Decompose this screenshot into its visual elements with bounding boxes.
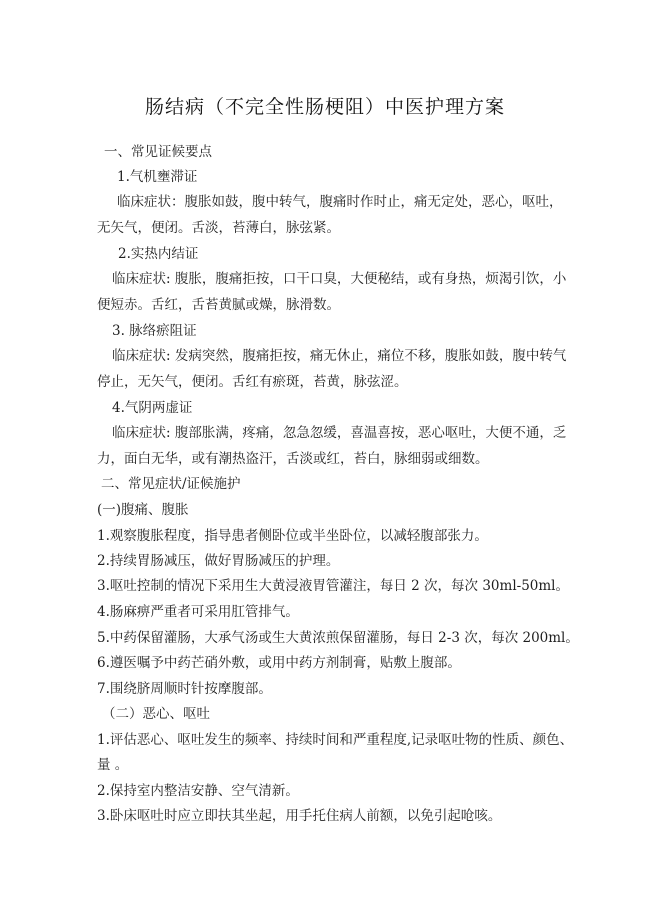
nursing-item: 6.遵医嘱予中药芒硝外敷，或用中药方剂制膏，贴敷上腹部。	[97, 655, 461, 671]
nursing-item: 7.围绕脐周顺时针按摩腹部。	[97, 681, 272, 697]
section-heading-syndromes: 一、常见证候要点	[104, 144, 212, 160]
syndrome-title-qi-yin-deficiency: 4.气阴两虚证	[112, 400, 193, 416]
syndrome-text-line: 无矢气，便闭。舌淡，苔薄白，脉弦紧。	[97, 220, 340, 236]
nursing-item: 3.卧床呕吐时应立即扶其坐起，用手托住病人前额，以免引起呛咳。	[97, 808, 502, 824]
syndrome-text-line: 力，面白无华，或有潮热盗汗，舌淡或红，苔白，脉细弱或细数。	[97, 451, 489, 467]
nursing-item: 2.持续胃肠减压，做好胃肠减压的护理。	[97, 553, 340, 569]
nursing-item: 1.观察腹胀程度，指导患者侧卧位或半坐卧位，以减轻腹部张力。	[97, 528, 488, 544]
nursing-item: 1.评估恶心、呕吐发生的频率、持续时间和严重程度,记录呕吐物的性质、颜色、	[97, 732, 574, 748]
syndrome-text-line: 临床症状: 腹部胀满，疼痛，忽急忽缓，喜温喜按，恶心呕吐，大便不通，乏	[112, 425, 567, 441]
nursing-item: 2.保持室内整洁安静、空气清新。	[97, 783, 299, 799]
nursing-item: 3.呕吐控制的情况下采用生大黄浸液胃管灌注，每日 2 次，每次 30ml-50ml。	[97, 578, 569, 594]
syndrome-text-line: 便短赤。舌红，舌苔黄腻或燥，脉滑数。	[97, 297, 340, 313]
section-heading-nursing: 二、常见症状/证候施护	[101, 476, 241, 492]
nursing-item: 4.肠麻痹严重者可采用肛管排气。	[97, 604, 299, 620]
subsection-heading-abdominal-pain: (一)腹痛、腹胀	[97, 502, 189, 518]
nursing-item: 量 。	[97, 757, 129, 773]
syndrome-title-qi-stagnation: 1.气机壅滞证	[117, 169, 198, 185]
syndrome-title-excess-heat: 2.实热内结证	[118, 246, 199, 262]
syndrome-text-line: 停止，无矢气，便闭。舌红有瘀斑，苔黄，脉弦涩。	[97, 374, 408, 390]
document-title: 肠结病（不完全性肠梗阻）中医护理方案	[144, 96, 505, 118]
subsection-heading-nausea-vomiting: （二）恶心、呕吐	[102, 706, 210, 722]
nursing-item: 5.中药保留灌肠，大承气汤或生大黄浓煎保留灌肠，每日 2-3 次，每次 200ml。	[97, 630, 579, 646]
syndrome-text-line: 临床症状：腹胀如鼓，腹中转气，腹痛时作时止，痛无定处，恶心，呕吐，	[117, 194, 563, 210]
syndrome-text-line: 临床症状: 腹胀，腹痛拒按，口干口臭，大便秘结，或有身热，烦渴引饮，小	[112, 271, 567, 287]
syndrome-text-line: 临床症状: 发病突然，腹痛拒按，痛无休止，痛位不移，腹胀如鼓，腹中转气	[112, 348, 567, 364]
syndrome-title-blood-stasis: 3. 脉络瘀阻证	[112, 323, 197, 339]
